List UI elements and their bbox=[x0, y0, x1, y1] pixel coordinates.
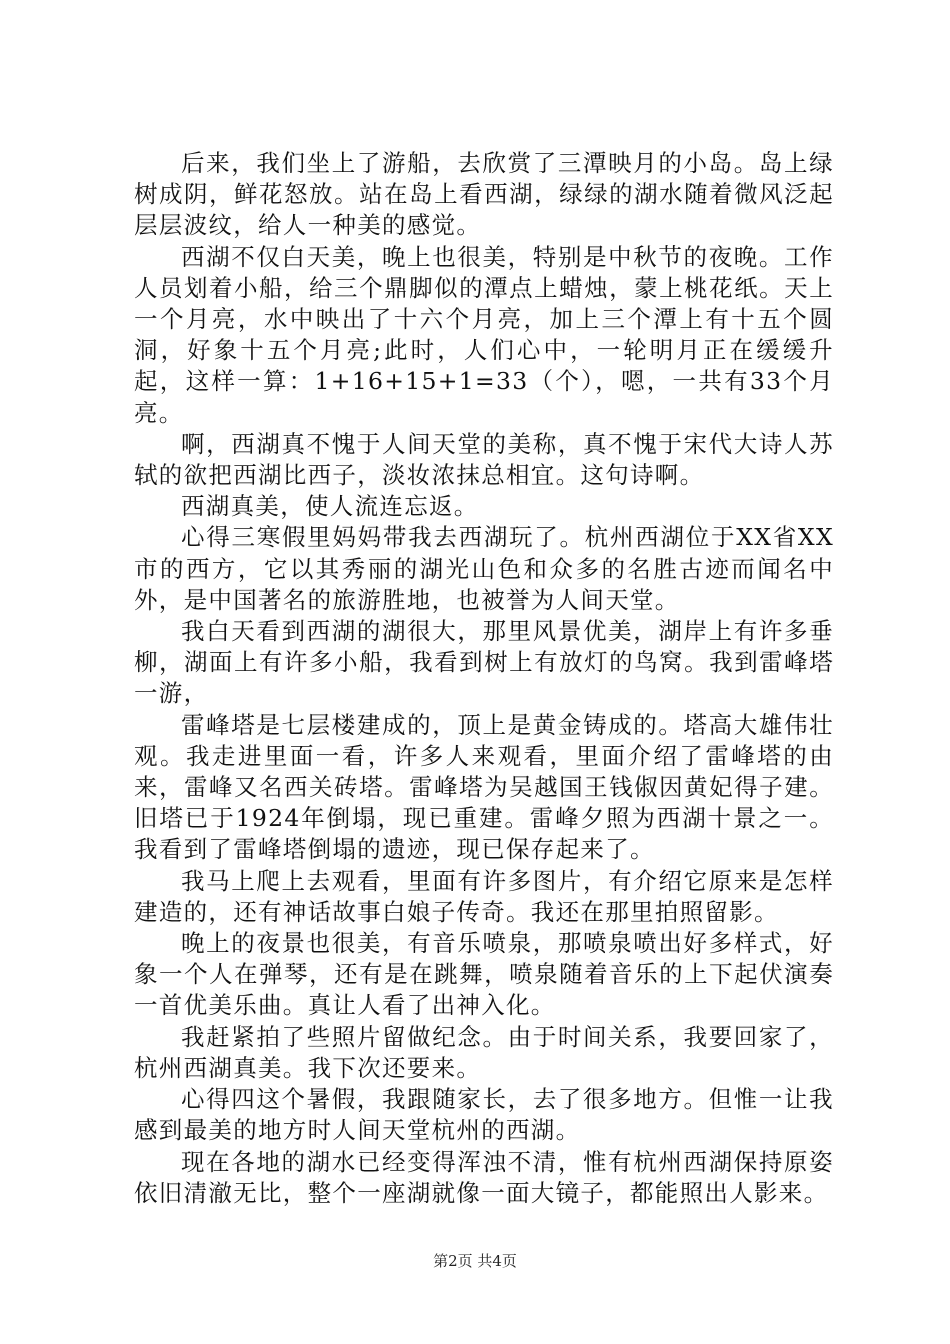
paragraph: 我赶紧拍了些照片留做纪念。由于时间关系，我要回家了，杭州西湖真美。我下次还要来。 bbox=[134, 1022, 834, 1082]
paragraph: 雷峰塔是七层楼建成的，顶上是黄金铸成的。塔高大雄伟壮观。我走进里面一看，许多人来观看，里面介绍了雷峰塔的由来，雷峰又名西关砖塔。雷峰塔为吴越国王钱俶因黄妃得子建。旧塔已于1924年倒塌，现已重建。雷峰夕照为西湖十景之一。我看到了雷峰塔倒塌的遗迹，现已保存起来了。 bbox=[134, 710, 834, 864]
paragraph: 后来，我们坐上了游船，去欣赏了三潭映月的小岛。岛上绿树成阴，鲜花怒放。站在岛上看西湖，绿绿的湖水随着微风泛起层层波纹，给人一种美的感觉。 bbox=[134, 149, 834, 240]
paragraph: 我白天看到西湖的湖很大，那里风景优美，湖岸上有许多垂柳，湖面上有许多小船，我看到树上有放灯的鸟窝。我到雷峰塔一游， bbox=[134, 617, 834, 708]
document-body bbox=[134, 148, 834, 1209]
paragraph: 心得四这个暑假，我跟随家长，去了很多地方。但惟一让我感到最美的地方时人间天堂杭州的西湖。 bbox=[134, 1085, 834, 1145]
paragraph: 心得三寒假里妈妈带我去西湖玩了。杭州西湖位于XX省XX市的西方，它以其秀丽的湖光山色和众多的名胜古迹而闻名中外，是中国著名的旅游胜地，也被誉为人间天堂。 bbox=[134, 523, 834, 614]
paragraph: 啊，西湖真不愧于人间天堂的美称，真不愧于宋代大诗人苏轼的欲把西湖比西子，淡妆浓抹总相宜。这句诗啊。 bbox=[134, 429, 834, 490]
paragraph: 西湖真美，使人流连忘返。 bbox=[181, 492, 479, 521]
paragraph: 现在各地的湖水已经变得浑浊不清，惟有杭州西湖保持原姿依旧清澈无比，整个一座湖就像一面大镜子，都能照出人影来。 bbox=[134, 1147, 834, 1207]
paragraph: 西湖不仅白天美，晚上也很美，特别是中秋节的夜晚。工作人员划着小船，给三个鼎脚似的潭点上蜡烛，蒙上桃花纸。天上一个月亮，水中映出了十六个月亮，加上三个潭上有十五个圆洞，好象十五个月亮;此时，人们心中，一轮明月正在缓缓升起，这样一算：1+16+15+1=33（个），嗯，一共有33个月亮。 bbox=[134, 242, 834, 427]
page-number-footer: 第2页 共4页 bbox=[433, 1252, 517, 1270]
paragraph: 我马上爬上去观看，里面有许多图片，有介绍它原来是怎样建造的，还有神话故事白娘子传奇。我还在那里拍照留影。 bbox=[134, 866, 834, 926]
paragraph: 晚上的夜景也很美，有音乐喷泉，那喷泉喷出好多样式，好象一个人在弹琴，还有是在跳舞，喷泉随着音乐的上下起伏演奏一首优美乐曲。真让人看了出神入化。 bbox=[134, 929, 834, 1020]
